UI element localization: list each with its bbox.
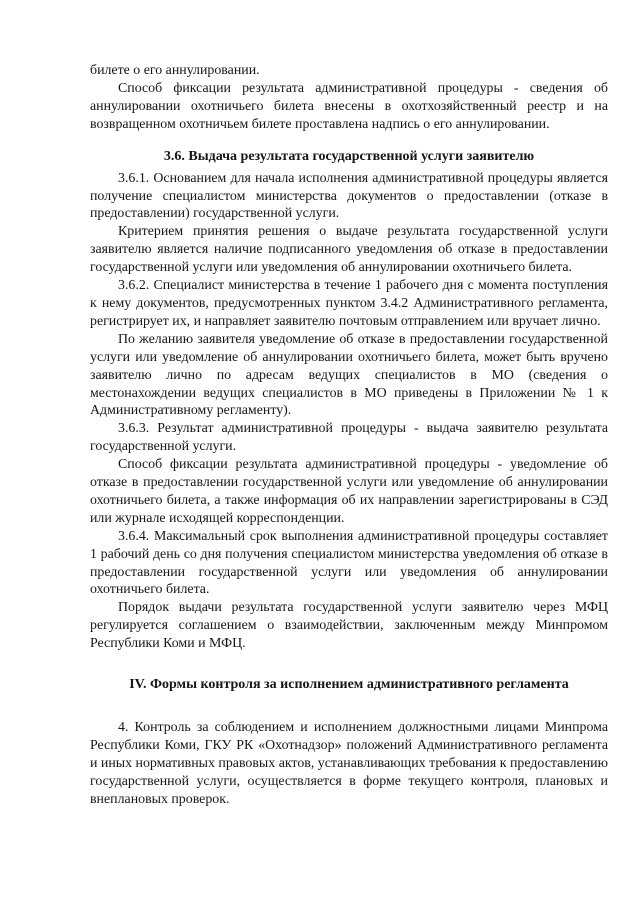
paragraph-3-6-2: 3.6.2. Специалист министерства в течение 1 рабочего дня с момента поступления к нему документов, предусмотренных пунктом 3.4.2 Административного регламента, регистрирует их, и направляет заявителю почтовым отправлением или вручает лично. [90, 278, 608, 329]
paragraph-3-6-1: 3.6.1. Основанием для начала исполнения административной процедуры является получение специалистом министерства документов о предоставлении (отказе в предоставлении) государственной услуги. [90, 170, 608, 222]
paragraph-personal-delivery: По желанию заявителя уведомление об отказе в предоставлении государственной услуги или уведомление об аннулировании охотничьего билета, может быть вручено заявителю лично по адресам ведущих специалистов в МО (сведения о местонахождении ведущих специалистов в МО приведены в Приложении № 1 к Административному регламенту). [90, 331, 608, 419]
paragraph-decision-criterion: Критерием принятия решения о выдаче результата государственной услуги заявителю является наличие подписанного уведомления об отказе в предоставлении государственной услуги или уведомления об аннулировании охотничьего билета. [90, 224, 608, 276]
paragraph-continuation: билете о его аннулировании. [90, 63, 260, 78]
paragraph-3-6-4: 3.6.4. Максимальный срок выполнения административной процедуры составляет 1 рабочий день со дня получения специалистом министерства уведомления об отказе в предоставлении государственной услуги или уведомления об аннулировании охотничьего билета. [90, 528, 608, 598]
document-page [90, 62, 608, 809]
paragraph-4-control: 4. Контроль за соблюдением и исполнением должностными лицами Минпрома Республики Коми, ГКУ РК «Охотнадзор» положений Административного регламента и иных нормативных правовых актов, устанавливающих требования к предоставлению государственной услуги, осуществляется в форме текущего контроля, плановых и внеплановых проверок. [90, 720, 608, 807]
paragraph-3-6-3: 3.6.3. Результат административной процедуры - выдача заявителю результата государственной услуги. [90, 421, 608, 455]
section-heading-iv: IV. Формы контроля за исполнением административного регламента [129, 677, 569, 693]
section-heading-3-6: 3.6. Выдача результата государственной услуги заявителю [163, 148, 535, 164]
paragraph-fixation-annulment: Способ фиксации результата административной процедуры - сведения об аннулировании охотничьего билета внесены в охотхозяйственный реестр и на возвращенном охотничьем билете проставлена надпись о его аннулировании. [90, 80, 608, 132]
paragraph-fixation-method: Способ фиксации результата административной процедуры - уведомление об отказе в предоставлении государственной услуги или уведомление об аннулировании охотничьего билета, а также информация об их направлении зарегистрированы в СЭД или журнале исходящей корреспонденции. [90, 457, 608, 526]
paragraph-mfc-procedure: Порядок выдачи результата государственной услуги заявителю через МФЦ регулируется соглашением о взаимодействии, заключенным между Минпромом Республики Коми и МФЦ. [90, 600, 608, 652]
